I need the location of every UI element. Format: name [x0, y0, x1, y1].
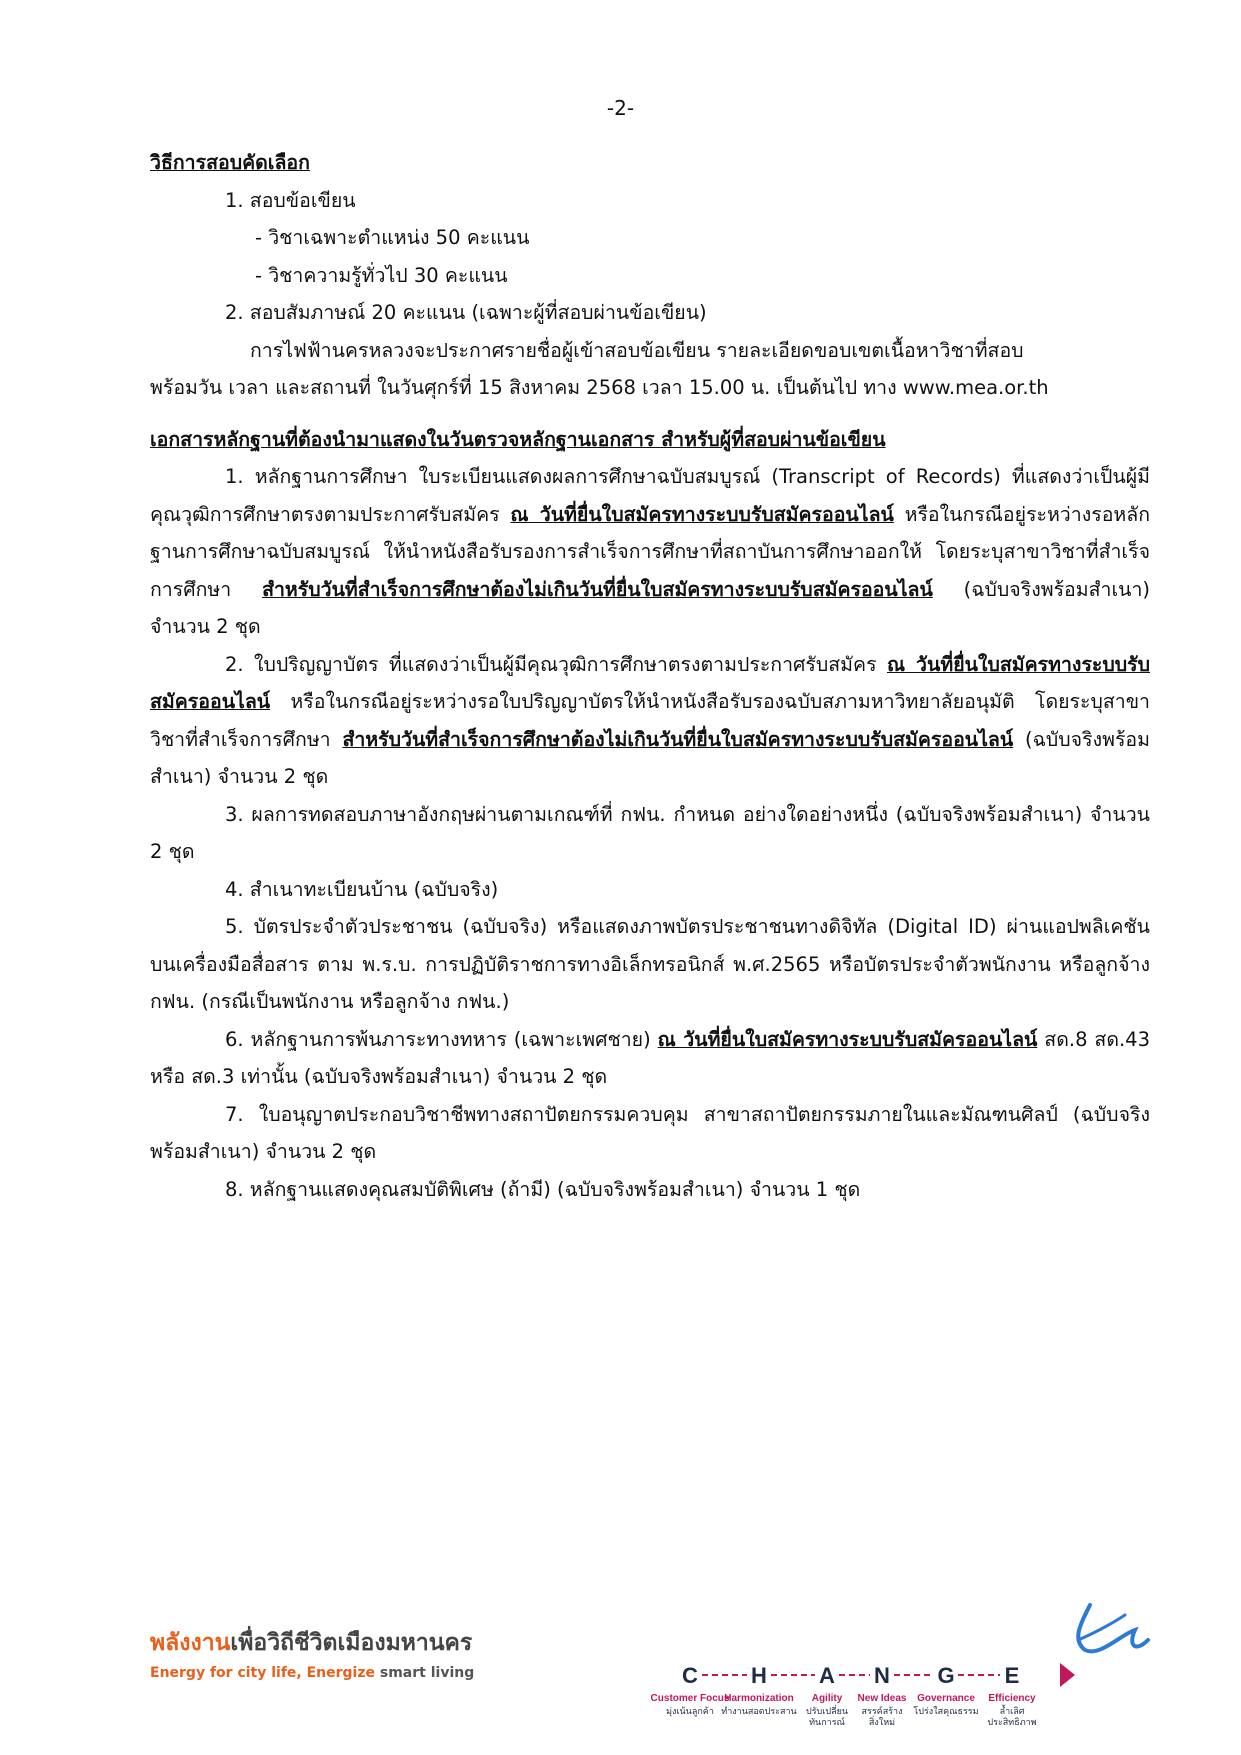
doc1-emphasis-b: สำหรับวันที่สำเร็จการศึกษาต้องไม่เกินวันที่ยื่นใบสมัครทางระบบรับสมัครออนไลน์ [262, 577, 933, 601]
exam-subject-2: - วิชาความรู้ทั่วไป 30 คะแนน [255, 263, 508, 287]
doc6-emphasis: ณ วันที่ยื่นใบสมัครทางระบบรับสมัครออนไลน์ [657, 1027, 1038, 1051]
change-value-th-5: ล้ำเลิศ [999, 1707, 1025, 1717]
document-item-8: 8. หลักฐานแสดงคุณสมบัติพิเศษ (ถ้ามี) (ฉบับจริงพร้อมสำเนา) จำนวน 1 ชุด [225, 1177, 861, 1201]
selection-method-title: วิธีการสอบคัดเลือก [150, 151, 310, 174]
change-value-en-5: Efficiency [988, 1693, 1036, 1704]
change-value-th-2: ปรับเปลี่ยน [806, 1707, 848, 1717]
document-body [150, 144, 1150, 1208]
change-value-en-1: Harmonization [724, 1693, 794, 1704]
change-value-th-0: มุ่งเน้นลูกค้า [666, 1707, 714, 1717]
slogan-thai-rest: เพื่อวิถีชีวิตเมืองมหานคร [230, 1630, 473, 1656]
document-item-3: 3. ผลการทดสอบภาษาอังกฤษผ่านตามเกณฑ์ที่ กฟน. กำหนด อย่างใดอย่างหนึ่ง (ฉบับจริงพร้อมสำเนา) จำนวน 2 ชุด [150, 802, 1150, 863]
slogan-english [150, 1665, 474, 1681]
doc6-text-a: 6. หลักฐานการพ้นภาระทางทหาร (เฉพาะเพศชาย) [225, 1027, 658, 1051]
doc1-text-c: (ฉบับจริงพร้อมสำเนา) จำนวน 2 ชุด [150, 577, 1151, 638]
slogan-en-part-3: smart living [375, 1665, 475, 1681]
change-letter-0: C [682, 1663, 698, 1688]
doc2-emphasis-b: สำหรับวันที่สำเร็จการศึกษาต้องไม่เกินวันที่ยื่นใบสมัครทางระบบรับสมัครออนไลน์ [342, 727, 1014, 751]
footer-slogan [150, 1625, 474, 1681]
change-value-th2-5: ประสิทธิภาพ [987, 1718, 1037, 1728]
change-values-logo [650, 1595, 1150, 1728]
change-value-en-4: Governance [917, 1693, 975, 1704]
announcement-line-2: พร้อมวัน เวลา และสถานที่ ในวันศุกร์ที่ 15 สิงหาคม 2568 เวลา 15.00 น. เป็นต้นไป ทาง www.mea.or.th [150, 376, 1049, 399]
change-value-th2-2: ทันการณ์ [809, 1718, 845, 1728]
documents-title: เอกสารหลักฐานที่ต้องนำมาแสดงในวันตรวจหลักฐานเอกสาร สำหรับผู้ที่สอบผ่านข้อเขียน [150, 427, 886, 451]
document-item-2 [150, 646, 1150, 796]
doc1-emphasis-a: ณ วันที่ยื่นใบสมัครทางระบบรับสมัครออนไลน์ [510, 502, 894, 526]
document-item-4: 4. สำเนาทะเบียนบ้าน (ฉบับจริง) [225, 877, 499, 901]
doc2-text-a: 2. ใบปริญญาบัตร ที่แสดงว่าเป็นผู้มีคุณวุฒิการศึกษาตรงตามประกาศรับสมัคร [225, 652, 887, 676]
slogan-en-part-1: Energy for city life, [150, 1665, 307, 1681]
document-item-7: 7. ใบอนุญาตประกอบวิชาชีพทางสถาปัตยกรรมควบคุม สาขาสถาปัตยกรรมภายในและมัณฑนศิลป์ (ฉบับจริงพร้อมสำเนา) จำนวน 2 ชุด [150, 1102, 1150, 1163]
change-letter-2: A [819, 1663, 835, 1688]
change-letter-4: G [937, 1663, 955, 1688]
change-letter-3: N [874, 1663, 890, 1688]
slogan-thai-highlight: พลังงาน [150, 1630, 231, 1656]
document-item-6 [150, 1021, 1150, 1096]
change-values-row [651, 1663, 1037, 1728]
doc2-text-c: (ฉบับจริงพร้อมสำเนา) จำนวน 2 ชุด [150, 727, 1150, 788]
document-item-5: 5. บัตรประจำตัวประชาชน (ฉบับจริง) หรือแสดงภาพบัตรประชาชนทางดิจิทัล (Digital ID) ผ่านแอปพลิเคชันบนเครื่องมือสื่อสาร ตาม พ.ร.บ. การปฏิบัติราชการทางอิเล็กทรอนิกส์ พ.ศ.2565 หรือบัตรประจำตัวพนักงาน หรือลูกจ้าง กฟน. (กรณีเป็นพนักงาน หรือลูกจ้าง กฟน.) [150, 915, 1150, 1013]
doc2-text-b: หรือในกรณีอยู่ระหว่างรอใบปริญญาบัตรให้นำหนังสือรับรองฉบับสภามหาวิทยาลัยอนุมัติ โดยระบุสาขาวิชาที่สำเร็จการศึกษา [150, 690, 1150, 751]
change-letter-1: H [751, 1663, 767, 1688]
change-value-en-0: Customer Focus [650, 1693, 730, 1704]
slogan-thai [150, 1625, 474, 1661]
change-value-th-4: โปร่งใสคุณธรรม [913, 1707, 979, 1717]
change-arrow-icon [1060, 1663, 1075, 1687]
doc6-text-b: สด.8 สด.43 หรือ สด.3 เท่านั้น (ฉบับจริงพร้อมสำเนา) จำนวน 2 ชุด [150, 1027, 1150, 1088]
doc1-text-b: หรือในกรณีอยู่ระหว่างรอหลักฐานการศึกษาฉบับสมบูรณ์ ให้นำหนังสือรับรองการสำเร็จการศึกษาที่สถาบันการศึกษาออกให้ โดยระบุสาขาวิชาที่สำเร็จการศึกษา [150, 502, 1151, 601]
change-value-th2-3: สิ่งใหม่ [868, 1718, 896, 1728]
slogan-en-part-2: Energize [306, 1665, 376, 1681]
exam-subject-1: - วิชาเฉพาะตำแหน่ง 50 คะแนน [255, 226, 530, 249]
page-number: -2- [606, 96, 635, 120]
interview-item: 2. สอบสัมภาษณ์ 20 คะแนน (เฉพาะผู้ที่สอบผ่านข้อเขียน) [225, 301, 707, 324]
change-value-th-1: ทำงานสอดประสาน [721, 1707, 797, 1717]
change-value-en-2: Agility [811, 1693, 843, 1704]
change-letter-5: E [1004, 1663, 1020, 1688]
doc2-emphasis-a: ณ วันที่ยื่นใบสมัครทางระบบรับสมัครออนไลน์ [150, 652, 1150, 713]
change-value-th-3: สรรค์สร้าง [861, 1707, 903, 1717]
announcement-line-1: การไฟฟ้านครหลวงจะประกาศรายชื่อผู้เข้าสอบข้อเขียน รายละเอียดขอบเขตเนื้อหาวิชาที่สอบ [250, 338, 1024, 362]
document-item-1 [150, 458, 1150, 646]
written-exam-item: 1. สอบข้อเขียน [225, 188, 356, 212]
change-value-en-3: New Ideas [857, 1693, 907, 1704]
signature-logo-icon [1078, 1605, 1148, 1651]
doc1-text-a: 1. หลักฐานการศึกษา ใบระเบียนแสดงผลการศึกษาฉบับสมบูรณ์ (Transcript of Records) ที่แสดงว่าเป็นผู้มีคุณวุฒิการศึกษาตรงตามประกาศรับสมัคร [150, 465, 1150, 526]
